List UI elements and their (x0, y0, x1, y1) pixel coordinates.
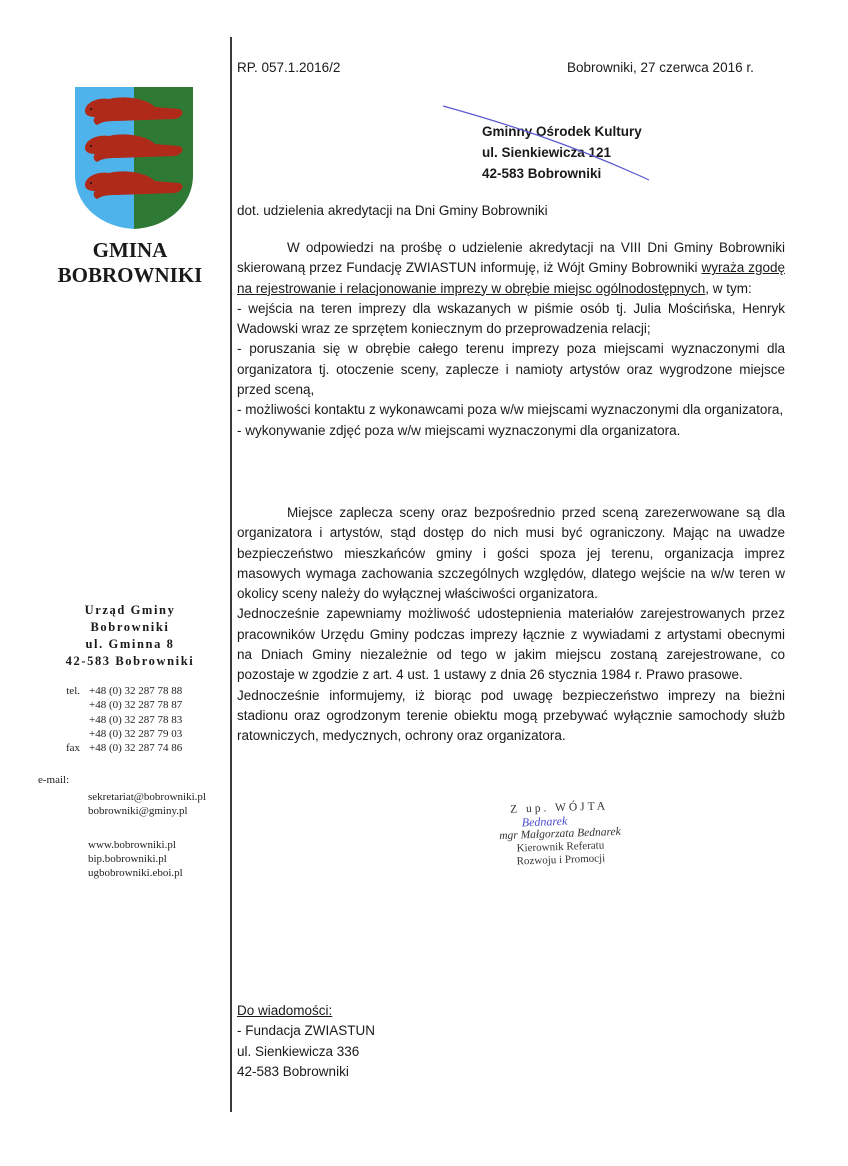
office-name: Urząd Gminy (84, 603, 176, 617)
cc-line: - Fundacja ZWIASTUN (237, 1023, 376, 1039)
paragraph-3: Jednocześnie zapewniamy możliwość udostepnienia materiałów zarejestrowanych przez pracowników Urzędu Gminy podczas imprezy łącznie z wywiadami z artystami obecnymi na Dniach Gminy niezależnie od tego w jakim miejscu zostaną zarejestrowane, co pozostaje w zgodzie z art. 4 ust. 1 ustawy z dnia 26 stycznia 1984 r. Prawo prasowe. (237, 606, 785, 683)
cc-label: Do wiadomości: (237, 1003, 333, 1018)
website-link-1[interactable]: www.bobrowniki.pl (88, 839, 176, 851)
cc-line: ul. Sienkiewicza 336 (237, 1043, 360, 1059)
bullet-item: - wejścia na teren imprezy dla wskazanych w piśmie osób tj. Julia Mościńska, Henryk Wadowski wraz ze sprzętem koniecznym do przeprowadzenia relacji; (237, 300, 785, 337)
fax-label: fax (65, 742, 80, 754)
email-label: e-mail: (38, 774, 70, 786)
phone-1: +48 (0) 32 287 78 88 (89, 685, 183, 697)
office-address (30, 602, 230, 670)
office-street: ul. Gminna 8 (85, 637, 175, 651)
phone-2: +48 (0) 32 287 78 87 (89, 699, 183, 711)
coat-of-arms-icon (75, 87, 193, 229)
paragraph-4: Jednocześnie informujemy, iż biorąc pod uwagę bezpieczeństwo imprezy na bieżni stadionu oraz ogrodzonym terenie obiektu mogą przebywać wyłącznie samochody służb ratowniczych, medycznych, ochrony oraz organizatora. (237, 687, 785, 744)
office-postcode: 42-583 Bobrowniki (65, 654, 195, 668)
reference-number: RP. 057.1.2016/2 (237, 60, 341, 75)
letter-body-section2 (237, 503, 785, 747)
tel-label: tel. (66, 685, 80, 697)
bullet-item: - poruszania się w obrębie całego terenu imprezy poza miejscami wyznaczonymi dla organizatora tj. otoczenie sceny, zaplecze i namioty artystów oraz wygrodzone miejsce przed sceną, (237, 341, 785, 398)
phone-4: +48 (0) 32 287 79 03 (89, 728, 183, 740)
cc-block (237, 1001, 375, 1082)
bullet-item: - możliwości kontaktu z wykonawcami poza w/w miejscami wyznaczonymi dla organizatora, (237, 402, 784, 418)
municipality-title-line1: GMINA (92, 238, 168, 262)
addressee-name: Gminny Ośrodek Kultury (482, 124, 642, 139)
signatory-position-2: Rozwoju i Promocji (516, 852, 606, 868)
email-link-1[interactable]: sekretariat@bobrowniki.pl (88, 791, 206, 803)
addressee-postcode: 42-583 Bobrowniki (482, 166, 602, 181)
letterhead-divider (230, 37, 232, 1112)
signatory-name: mgr Małgorzata Bednarek (499, 825, 621, 843)
municipality-title (30, 238, 230, 288)
phone-3: +48 (0) 32 287 78 83 (89, 714, 183, 726)
paragraph-2: Miejsce zaplecza sceny oraz bezpośrednio przed sceną zarezerwowane są dla organizatora i artystów, stąd dostęp do nich musi być ograniczony. Mając na uwadze bezpieczeństwo mieszkańców gminy i gości spoza jej terenu, organizacja imprez masowych wymaga zachowania szczególnych względów, dlatego wejście na w/w teren w okolicy sceny należy do wyłącznej właściwości organizatora. (237, 505, 785, 602)
bullet-item: - wykonywanie zdjęć poza w/w miejscami wyznaczonymi dla organizatora. (237, 422, 681, 438)
handwritten-signature: Bednarek (521, 813, 568, 830)
letter-subject: dot. udzielenia akredytacji na Dni Gminy Bobrowniki (237, 203, 548, 218)
addressee-street: ul. Sienkiewicza 121 (482, 145, 612, 160)
municipality-title-line2: BOBROWNIKI (57, 263, 203, 287)
signatory-position-1: Kierownik Referatu (516, 839, 605, 855)
addressee-block (482, 121, 642, 184)
paragraph-1-text: W odpowiedzi na prośbę o udzielenie akredytacji na VIII Dni Gminy Bobrowniki skierowaną przez Fundację ZWIASTUN informuję, iż Wójt Gminy Bobrowniki (237, 240, 785, 276)
signature-stamp (459, 799, 661, 871)
letter-body-section1 (237, 238, 785, 441)
place-date: Bobrowniki, 27 czerwca 2016 r. (567, 60, 754, 75)
paragraph-1-end: , w tym: (705, 280, 752, 296)
signature-title: Z up. WÓJTA (509, 800, 609, 816)
cc-line: 42-583 Bobrowniki (237, 1063, 349, 1079)
office-town: Bobrowniki (90, 620, 170, 634)
website-link-2[interactable]: bip.bobrowniki.pl (88, 853, 167, 865)
paragraph-1 (237, 238, 785, 299)
fax-number: +48 (0) 32 287 74 86 (89, 742, 183, 754)
email-link-2[interactable]: bobrowniki@gminy.pl (88, 805, 188, 817)
website-link-3[interactable]: ugbobrowniki.eboi.pl (88, 867, 183, 879)
paragraph-1-underlined: wyraża zgodę na rejestrowanie i relacjonowanie imprezy w obrębie miejsc ogólnodostępnych (237, 260, 786, 296)
